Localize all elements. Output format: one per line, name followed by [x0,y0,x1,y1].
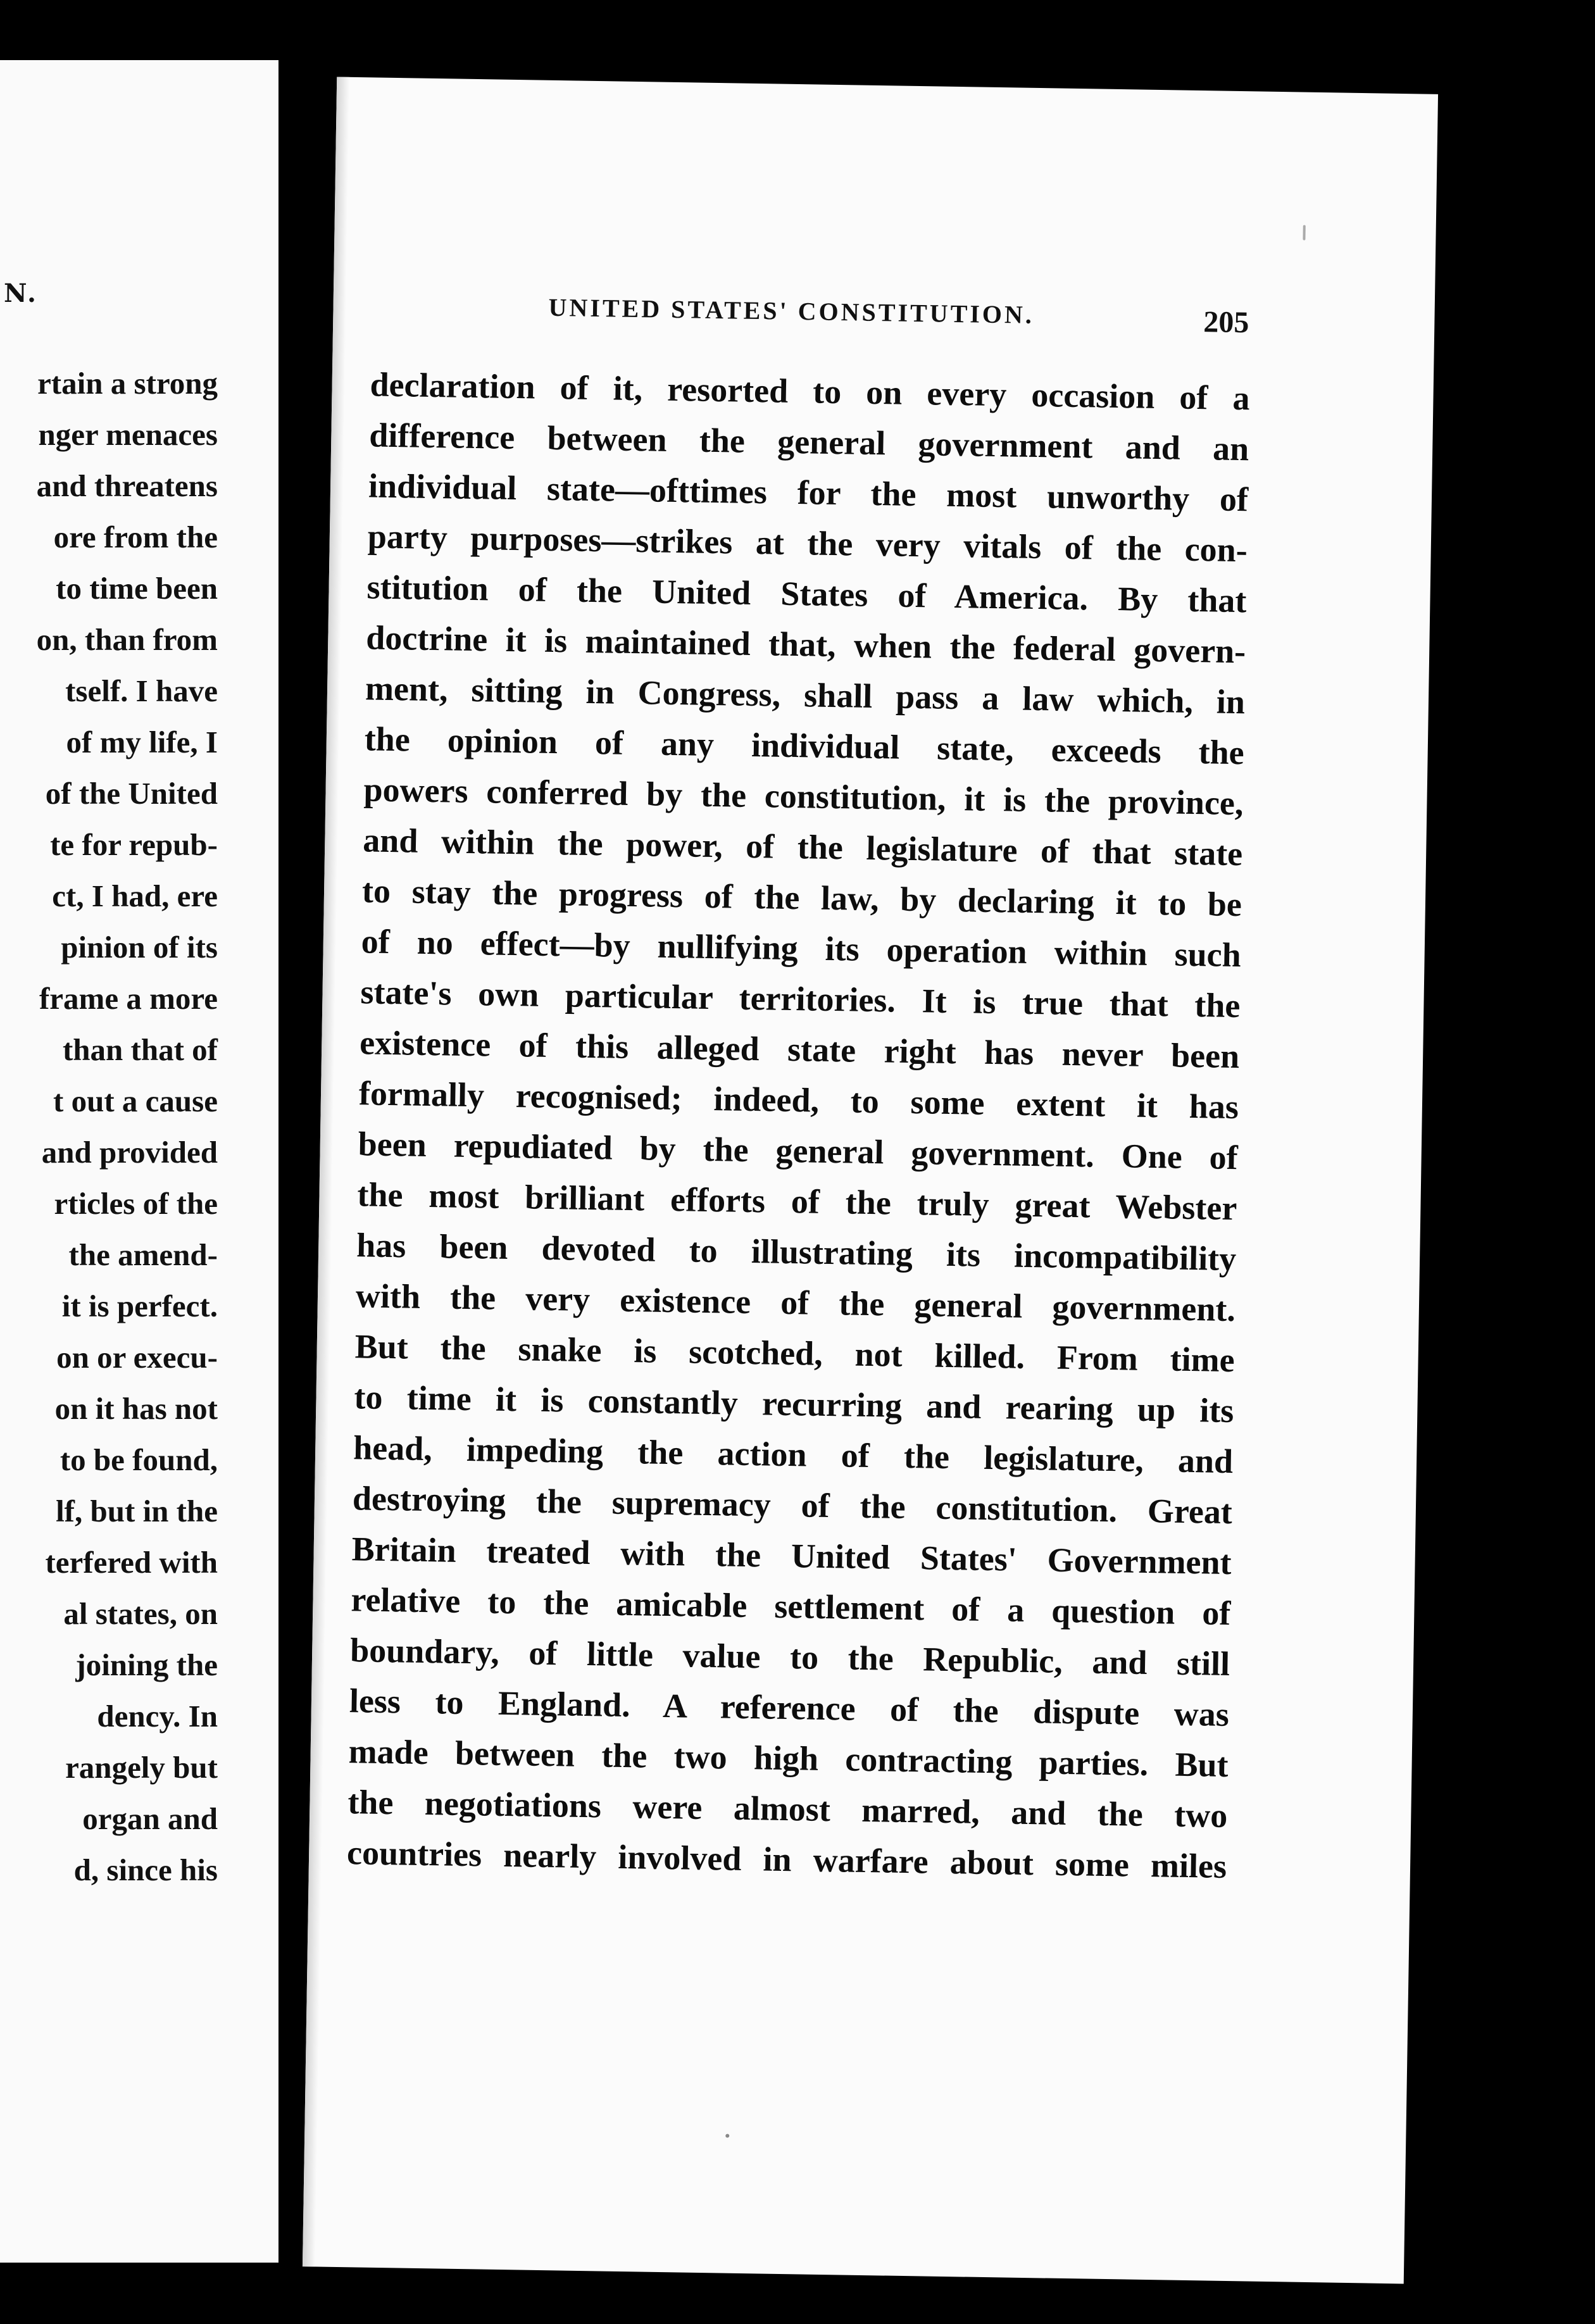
text-line: joining the [75,1647,218,1682]
text-line: on, than from [36,622,218,657]
text-line: rangely but [65,1750,218,1785]
text-line: has been devoted to illustrating its incompatibility [356,1226,1237,1278]
text-line: on or execu- [56,1340,218,1375]
text-line: Britain treated with the United States' Government [351,1530,1232,1582]
text-line: ct, I had, ere [52,878,218,913]
text-line: tself. I have [65,673,218,708]
text-line: the most brilliant efforts of the truly great Webster [357,1175,1237,1228]
text-line: with the very existence of the general government. [355,1277,1236,1329]
text-line: ment, sitting in Congress, shall pass a law which, in [365,669,1246,722]
left-running-head: N. [4,278,38,308]
text-line: and threatens [36,468,218,503]
text-line: terfered with [45,1545,218,1580]
left-page-text [37,358,218,1896]
text-line: made between the two high contracting parties. But [348,1732,1229,1784]
text-line: But the snake is scotched, not killed. From time [354,1327,1235,1380]
body-text [347,359,1251,1892]
text-line: countries nearly involved in warfare about some miles [346,1834,1227,1885]
text-line: the negotiations were almost marred, and the two [347,1783,1228,1835]
text-line: lf, but in the [56,1494,218,1528]
text-line: destroying the supremacy of the constitution. Great [352,1479,1233,1532]
paper-speck [1303,225,1305,241]
text-line: frame a more [39,981,218,1016]
text-line: d, since his [73,1852,218,1887]
text-line: declaration of it, resorted to on every occasion of a [370,365,1250,418]
text-line: pinion of its [61,930,218,965]
text-line: state's own particular territories. It is true that the [360,973,1241,1025]
text-line: individual state—ofttimes for the most unworthy of [368,466,1249,519]
text-line: less to England. A reference of the dispute was [349,1682,1230,1734]
text-line: difference between the general government and an [368,416,1249,468]
right-page [303,77,1438,2284]
text-line: relative to the amicable settlement of a question of [351,1580,1231,1633]
text-line: powers conferred by the constitution, it is the province, [363,770,1244,823]
text-line: existence of this alleged state right has never been [359,1023,1240,1076]
text-line: dency. In [97,1699,218,1734]
text-line: of my life, I [66,725,218,759]
text-line: formally recognised; indeed, to some extent it has [358,1074,1239,1127]
text-line: it is perfect. [61,1289,218,1323]
text-line: rtain a strong [37,366,218,401]
text-line: ore from the [53,520,218,554]
text-line: head, impeding the action of the legislature, and [353,1428,1234,1481]
spine-shadow [303,77,349,2267]
text-line: al states, on [63,1596,218,1631]
text-line: and within the power, of the legislature of that state [362,821,1243,873]
text-line: nger menaces [38,417,218,452]
text-line: on it has not [54,1391,218,1426]
text-line: than that of [62,1032,218,1067]
text-line: of the United [45,776,218,811]
text-line: rticles of the [54,1186,218,1221]
text-line: to time been [56,571,218,606]
text-line: t out a cause [53,1084,218,1118]
text-line: been repudiated by the general government. One of [358,1125,1239,1177]
text-line: boundary, of little value to the Republic, and still [349,1631,1230,1684]
paper-speck [725,2134,729,2138]
text-line: to time it is constantly recurring and rearing up its [354,1378,1234,1430]
running-head: UNITED STATES' CONSTITUTION. [548,292,1035,329]
text-line: to stay the progress of the law, by declaring it to be [361,872,1242,924]
text-line: the amend- [68,1237,218,1272]
text-line: party purposes—strikes at the very vitals of the con- [367,517,1248,570]
text-line: stitution of the United States of America. By that [366,568,1247,620]
text-line: doctrine it is maintained that, when the federal govern- [365,618,1246,671]
page-number: 205 [1203,305,1249,340]
text-line: and provided [41,1135,218,1170]
text-line: to be found, [59,1442,218,1477]
text-line: te for repub- [50,827,218,862]
left-page-fragment [0,60,278,2263]
text-line: the opinion of any individual state, exceeds the [364,720,1245,772]
text-line: organ and [82,1801,218,1836]
text-line: of no effect—by nullifying its operation within such [361,922,1242,975]
